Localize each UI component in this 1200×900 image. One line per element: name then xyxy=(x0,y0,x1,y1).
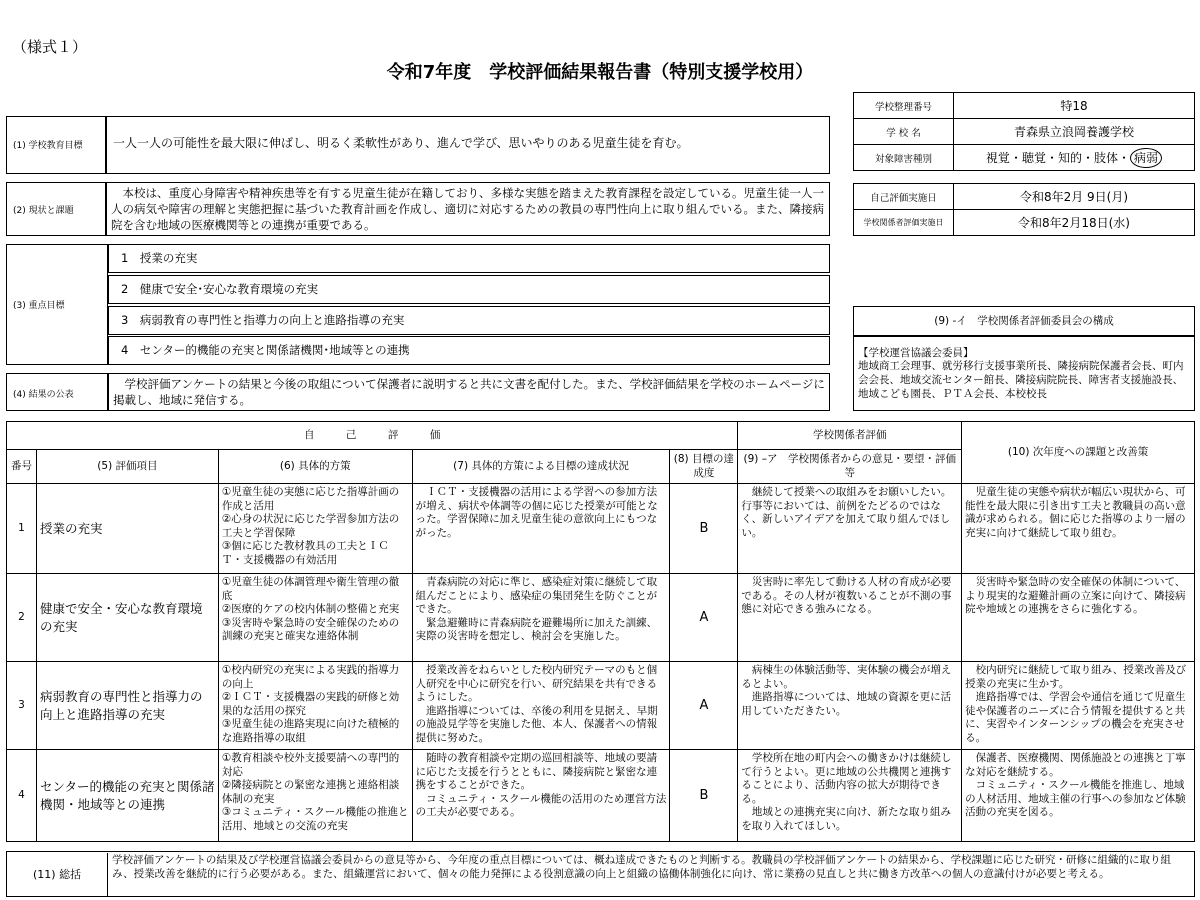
row-next: 保護者、医療機関、関係施設との連携と丁寧な対応を継続する。 コミュニティ・スクール機能を推進し、地域の人材活用、地域主催の行事への参加など体験活動の充実を図る。 xyxy=(962,750,1195,842)
summary-label: (11) 総括 xyxy=(33,868,82,881)
focus-item-3: 3 病弱教育の専門性と指導力の向上と進路指導の充実 xyxy=(108,306,830,335)
publish-label-box xyxy=(6,373,108,411)
row-opinion: 災害時に率先して動ける人材の育成が必要である。その人材が複数いることが不測の事態に対応できる強みになる。 xyxy=(738,574,962,662)
row-measures: ①児童生徒の体調管理や衛生管理の徹底 ②医療的ケアの校内体制の整備と充実 ③災害時や緊急時の安全確保のための訓練の充実と確実な連絡体制 xyxy=(218,574,412,662)
col-no: 番号 xyxy=(7,450,37,484)
evaluation-table xyxy=(6,421,1195,842)
committee-members: 地域商工会理事、就労移行支援事業所長、隣接病院保護者会長、町内会会長、地域交流センター館長、隣接病院院長、障害者支援施設長、地域こども園長、ＰＴＡ会長、本校校長 xyxy=(858,360,1184,400)
disability-types: 視覚・聴覚・知的・肢体・ 病弱 xyxy=(954,145,1195,171)
row-next: 災害時や緊急時の安全確保の体制について、より現実的な避難計画の立案に向けて、隣接病院や地域との連携をさらに強化する。 xyxy=(962,574,1195,662)
next-year-header: (10) 次年度への課題と改善策 xyxy=(962,422,1195,484)
publish-label: (4) 結果の公表 xyxy=(13,390,74,400)
row-item: 健康で安全・安心な教育環境の充実 xyxy=(36,574,218,662)
row-status: 随時の教育相談や定期の巡回相談等、地域の要請に応じた支援を行うとともに、隣接病院と緊密な連携をすることができた。 コミュニティ・スクール機能の活用のため運営方法の工夫が必要である。 xyxy=(412,750,670,842)
goal-text-box xyxy=(106,116,830,174)
status-text-box xyxy=(106,182,830,236)
row-item: センター的機能の充実と関係諸機関・地域等との連携 xyxy=(36,750,218,842)
school-number: 特18 xyxy=(954,93,1195,119)
goal-text: 一人一人の可能性を最大限に伸ばし、明るく柔軟性があり、進んで学び、思いやりのある児童生徒を育む。 xyxy=(113,136,689,150)
school-info-table xyxy=(853,92,1195,171)
table-row xyxy=(7,574,1195,662)
disability-label: 対象障害種別 xyxy=(854,145,954,171)
stakeholder-header: 学校関係者評価 xyxy=(738,422,962,450)
school-name-label: 学 校 名 xyxy=(854,119,954,145)
col-measures: (6) 具体的方策 xyxy=(218,450,412,484)
focus-item-2: 2 健康で安全･安心な教育環境の充実 xyxy=(108,275,830,304)
row-grade: A xyxy=(670,574,738,662)
row-number: 1 xyxy=(7,484,37,574)
col-item: (5) 評価項目 xyxy=(36,450,218,484)
col-grade: (8) 目標の達成度 xyxy=(670,450,738,484)
row-measures: ①校内研究の充実による実践的指導力の向上 ②ＩＣＴ・支援機器の実践的研修と効果的な活用の探究 ③児童生徒の進路実現に向けた積極的な進路指導の取組 xyxy=(218,662,412,750)
row-number: 2 xyxy=(7,574,37,662)
self-eval-header: 自 己 評 価 xyxy=(7,422,738,450)
col-status: (7) 具体的方策による目標の達成状況 xyxy=(412,450,670,484)
goal-label-box xyxy=(6,116,106,174)
row-grade: A xyxy=(670,662,738,750)
stakeholder-eval-date: 令和8年2月18日(水) xyxy=(954,210,1195,236)
row-number: 3 xyxy=(7,662,37,750)
row-item: 病弱教育の専門性と指導力の向上と進路指導の充実 xyxy=(36,662,218,750)
publish-text-box xyxy=(108,373,830,411)
summary-text: 学校評価アンケートの結果及び学校運営協議会委員からの意見等から、今年度の重点目標については、概ね達成できたものと判断する。教職員の学校評価アンケートの結果から、学校課題に応じた研究・研修に組織的に取り組み、授業改善を継続的に行う必要がある。また、組織運営において、個々の能力発揮による役割意識の向上と組織の協働体制強化に向け、常に業務の見直しと共に働き方改革への個人の意識付けが必要と考える。 xyxy=(107,853,1191,896)
row-number: 4 xyxy=(7,750,37,842)
eval-date-table xyxy=(853,183,1195,236)
status-label-box xyxy=(6,182,106,236)
focus-label-box xyxy=(6,244,108,365)
row-opinion: 病棟生の体験活動等、実体験の機会が増えるとよい。 進路指導については、地域の資源を更に活用していただきたい。 xyxy=(738,662,962,750)
status-text: 本校は、重度心身障害や精神疾患等を有する児童生徒が在籍しており、多様な実態を踏まえた教育課程を設定している。児童生徒一人一人の病気や障害の理解と実態把握に基づいた教育計画を作成し、適切に対応するための教員の専門性向上に取り組んでいる。また、隣接病院を含む地域の医療機関等との連携が重要である。 xyxy=(111,186,824,232)
summary-box xyxy=(6,851,1195,897)
self-eval-date: 令和8年2月 9日(月) xyxy=(954,184,1195,210)
committee-title: (9) -イ 学校関係者評価委員会の構成 xyxy=(853,306,1195,336)
row-status: ＩＣＴ・支援機器の活用による学習への参加方法が増え、病状や体調等の個に応じた授業が可能となった。学習保障に加え児童生徒の意欲向上にもつながった。 xyxy=(412,484,670,574)
row-opinion: 学校所在地の町内会への働きかけは継続して行うとよい。更に地域の公共機関と連携することにより、活動内容の拡大が期待できる。 地域との連携充実に向け、新たな取り組みを取り入れてほしい。 xyxy=(738,750,962,842)
focus-item-1: 1 授業の充実 xyxy=(108,244,830,273)
row-measures: ①教育相談や校外支援要請への専門的対応 ②隣接病院との緊密な連携と連絡相談体制の充実 ③コミュニティ・スクール機能の推進と活用、地域との交流の充実 xyxy=(218,750,412,842)
goal-label: (1) 学校教育目標 xyxy=(13,141,83,151)
table-row xyxy=(7,484,1195,574)
self-eval-label: 自己評価実施日 xyxy=(854,184,954,210)
page-title: 令和7年度 学校評価結果報告書（特別支援学校用） xyxy=(386,62,814,83)
row-status: 青森病院の対応に準じ、感染症対策に継続して取組んだことにより、感染症の集団発生を防ぐことができた。 緊急避難時に青森病院を避難場所に加えた訓練、実際の災害時を想定し、検討会を実施した。 xyxy=(412,574,670,662)
row-next: 児童生徒の実態や病状が幅広い現状から、可能性を最大限に引き出す工夫と教職員の高い意識が求められる。個に応じた指導のより一層の充実に向けて継続して取り組む。 xyxy=(962,484,1195,574)
form-label: （様式１） xyxy=(12,38,88,56)
focus-item-4: 4 センター的機能の充実と関係諸機関･地域等との連携 xyxy=(108,336,830,365)
status-label: (2) 現状と課題 xyxy=(13,206,74,216)
selected-disability-circle: 病弱 xyxy=(1130,148,1162,168)
row-grade: B xyxy=(670,484,738,574)
school-number-label: 学校整理番号 xyxy=(854,93,954,119)
committee-box xyxy=(853,336,1195,411)
school-name: 青森県立浪岡養護学校 xyxy=(954,119,1195,145)
table-row xyxy=(7,750,1195,842)
row-opinion: 継続して授業への取組みをお願いしたい。行事等においては、前例をたどるのではなく、新しいアイデアを加えて取り組んでほしい。 xyxy=(738,484,962,574)
row-status: 授業改善をねらいとした校内研究テーマのもと個人研究を中心に研究を行い、研究結果を共有できるようにした。 進路指導については、卒後の利用を見据え、早期の施設見学等を実施した他、本人、保護者への情報提供に努めた。 xyxy=(412,662,670,750)
col-opinion: (9) –ア 学校関係者からの意見・要望・評価等 xyxy=(738,450,962,484)
row-item: 授業の充実 xyxy=(36,484,218,574)
committee-heading: 【学校運営協議会委員】 xyxy=(858,347,974,359)
row-measures: ①児童生徒の実態に応じた指導計画の作成と活用 ②心身の状況に応じた学習参加方法の工夫と学習保障 ③個に応じた教材教具の工夫とＩＣＴ・支援機器の有効活用 xyxy=(218,484,412,574)
row-grade: B xyxy=(670,750,738,842)
stakeholder-eval-label: 学校関係者評価実施日 xyxy=(854,210,954,236)
table-row xyxy=(7,662,1195,750)
publish-text: 学校評価アンケートの結果と今後の取組について保護者に説明すると共に文書を配付した。また、学校評価結果を学校のホームページに掲載し、地域に発信する。 xyxy=(113,377,825,407)
focus-label: (3) 重点目標 xyxy=(13,301,65,311)
row-next: 校内研究に継続して取り組み、授業改善及び授業の充実に生かす。 進路指導では、学習会や通信を通じて児童生徒や保護者のニーズに合う情報を提供すると共に、実習やインターンシップの機会を充実させる。 xyxy=(962,662,1195,750)
